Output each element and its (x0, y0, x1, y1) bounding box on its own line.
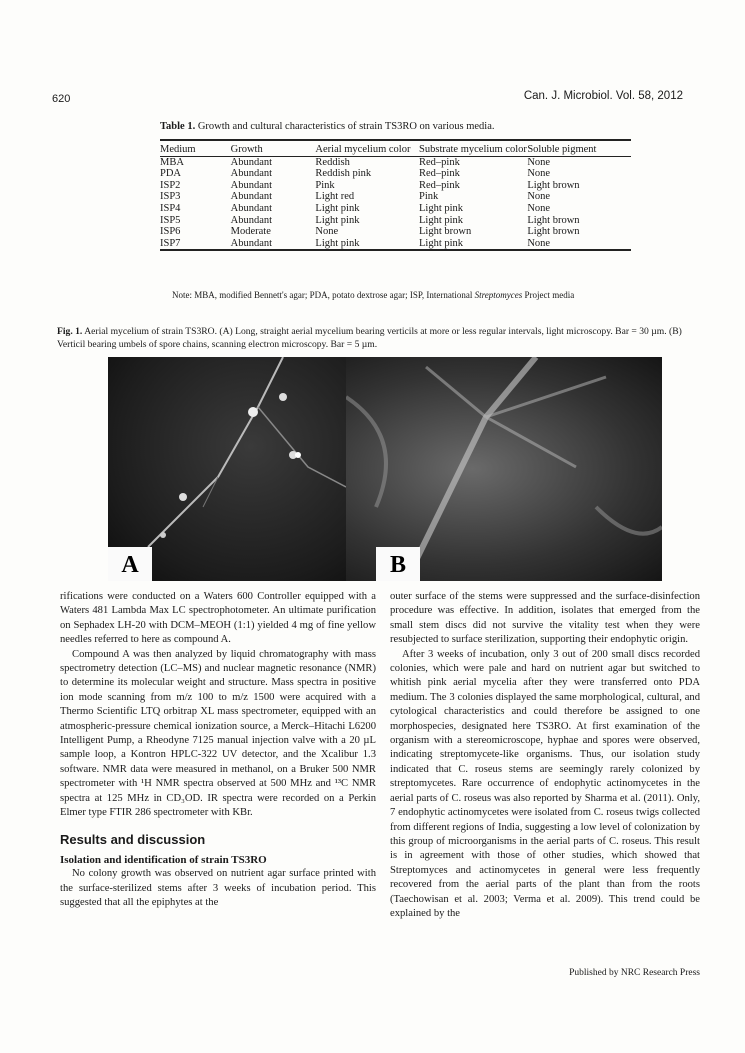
table-cell: Abundant (230, 202, 273, 214)
table-row (160, 191, 631, 203)
table-cell: None (527, 202, 551, 214)
page-number: 620 (52, 93, 71, 105)
table-cell: ISP6 (160, 226, 181, 238)
panel-a-light-micrograph (108, 357, 346, 581)
table-cell: Abundant (230, 168, 273, 180)
table-cell: Light brown (419, 226, 472, 238)
panel-a-label: A (108, 547, 152, 581)
table-cell: ISP3 (160, 191, 181, 203)
table-cell: Reddish (315, 156, 350, 168)
table-cell: PDA (160, 168, 182, 180)
publisher-footer: Published by NRC Research Press (569, 968, 700, 978)
table-cell: None (527, 156, 551, 168)
table-cell: Light pink (315, 237, 360, 249)
table-cell: Abundant (230, 214, 273, 226)
subsection-heading: Isolation and identification of strain TS3RO (60, 853, 267, 866)
table-cell: Pink (419, 191, 439, 203)
table-cell: Light pink (315, 214, 360, 226)
table-cell: None (527, 237, 551, 249)
table-caption (160, 121, 495, 132)
figure-caption (57, 326, 707, 351)
table-row (160, 226, 631, 238)
table-cell: ISP5 (160, 214, 181, 226)
table-cell: Light red (315, 191, 355, 203)
table-cell: Abundant (230, 179, 273, 191)
column-header: Substrate mycelium color (419, 140, 527, 156)
paragraph: After 3 weeks of incubation, only 3 out of 200 small discs recorded colonies, which were pale and hard on nutrient agar but switched to whitish pink aerial mycelia after they were transferred onto PDA medium. The 3 colonies displayed the same morphological, cultural, and cytological characteristics and could therefore be assigned to one morphospecies, designated here TS3RO. At first examination of the organism with a stereomicroscope, hyphae and spores were observed, indicating streptomycete-like organisms. Thus, our isolation study indicated that C. roseus stems are seemingly rarely colonized by streptomycetes. Rare occurrence of endophytic actinomycetes in the aerial parts of C. roseus was also reported by Sharma et al. (2011). Only, 7 endophytic actinomycetes were isolated from C. roseus twigs collected from different regions of India, suggesting a low level of colonization by this group of microorganisms in the aerial parts of C. roseus. This result is in agreement with those of other studies, which showed that Streptomyces and actinomycetes in general were less frequently recovered from the aerial parts of the plant than from the roots (Taechowisan et al. 2003; Verma et al. 2009). This trend could be explained by the (390, 648, 700, 919)
table-cell: Abundant (230, 156, 273, 168)
table-cell: None (527, 191, 551, 203)
note-italic: Streptomyces (474, 290, 523, 300)
note-text-end: Project media (522, 290, 575, 300)
table-cell: Moderate (230, 226, 271, 238)
paragraph: outer surface of the stems were suppressed and the surface-disinfection procedure was effective. In addition, isolates that emerged from the small stem discs did not survive the vitality test when they were resubjected to surface sterilization, supporting their endophytic origin. (390, 591, 700, 646)
table-cell: Light pink (419, 237, 464, 249)
journal-header: Can. J. Microbiol. Vol. 58, 2012 (523, 90, 683, 102)
table-cell: Red–pink (419, 168, 460, 180)
left-column (60, 590, 376, 911)
table-cell: None (527, 168, 551, 180)
table-row (160, 203, 631, 215)
note-text: Note: MBA, modified Bennett's agar; PDA, potato dextrose agar; ISP, International (172, 290, 475, 300)
table-cell: Reddish pink (315, 168, 372, 180)
figure-1 (108, 357, 662, 581)
paragraph: rifications were conducted on a Waters 600 Controller equipped with a Waters 481 Lambda Max LC spectrophotometer. An ultimate purification on Sephadex LH-20 with DCM–MEOH (1:1) yielded 4 mg of fine yellow needles referred to here as compound A. (60, 591, 376, 646)
table-cell: Light pink (419, 202, 464, 214)
table-cell: None (315, 226, 339, 238)
table-1 (160, 139, 631, 251)
table-body (160, 156, 631, 250)
figure-caption-text: Aerial mycelium of strain TS3RO. (A) Long, straight aerial mycelium bearing verticils at more or less regular intervals, light microscopy. Bar = 30 µm. (B) Verticil bearing umbels of spore chains, scanning electron microscopy. Bar = 5 µm. (57, 326, 682, 350)
table-label: Table 1. (160, 121, 196, 132)
table-row (160, 215, 631, 227)
table-cell: ISP2 (160, 179, 181, 191)
table-cell: Abundant (230, 237, 273, 249)
section-heading: Results and discussion (60, 831, 206, 847)
table-row (160, 156, 631, 168)
column-header: Medium (160, 140, 231, 156)
table-cell: Pink (315, 179, 335, 191)
paragraph: No colony growth was observed on nutrient agar surface printed with the surface-sterilized stems after 3 weeks of incubation period. This suggested that all the epiphytes at the (60, 868, 376, 909)
table-cell: MBA (160, 156, 184, 168)
table-cell: Light pink (419, 214, 464, 226)
table-note (160, 290, 630, 301)
paragraph: Compound A was then analyzed by liquid chromatography with mass spectrometry detection (LC–MS) and nuclear magnetic resonance (NMR) to determine its molecular weight and structure. Mass spectra in positive ion mode scanning from m/z 100 to m/z 1500 were acquired with a Thermo Scientific LTQ orbitrap XL mass spectrometer, equipped with an atmospheric-pressure chemical ionization source, a Merck–Hitachi L6200 Intelligent Pump, a Rheodyne 7125 manual injection valve with a 20 µL sample loop, a Kontron HPLC-322 UV detector, and the Xcalibur 1.3 software. NMR data were measured in methanol, on a Bruker 500 NMR spectrometer with ¹H NMR spectra observed at 500 MHz and ¹³C NMR spectra at 125 MHz in CD₃OD. IR spectra were recorded on a Perkin Elmer type FTIR 286 spectrometer with KBr. (60, 648, 376, 819)
table-cell: Abundant (230, 191, 273, 203)
column-header: Growth (231, 140, 316, 156)
right-column (390, 590, 700, 921)
table-cell: ISP4 (160, 202, 181, 214)
table-cell: Red–pink (419, 179, 460, 191)
column-header: Aerial mycelium color (315, 140, 419, 156)
panel-b-label: B (376, 547, 420, 581)
table-cell: Red–pink (419, 156, 460, 168)
table-cell: Light brown (527, 226, 580, 238)
table-cell: ISP7 (160, 237, 181, 249)
table-title: Growth and cultural characteristics of strain TS3RO on various media. (197, 121, 495, 132)
column-header: Soluble pigment (527, 140, 631, 156)
table-row (160, 238, 631, 251)
table-row (160, 180, 631, 192)
table-row (160, 168, 631, 180)
table-header-row (160, 140, 631, 156)
figure-label: Fig. 1. (57, 326, 83, 337)
table-cell: Light pink (315, 202, 360, 214)
table-cell: Light brown (527, 214, 580, 226)
table-cell: Light brown (527, 179, 580, 191)
panel-b-sem-micrograph (346, 357, 662, 581)
